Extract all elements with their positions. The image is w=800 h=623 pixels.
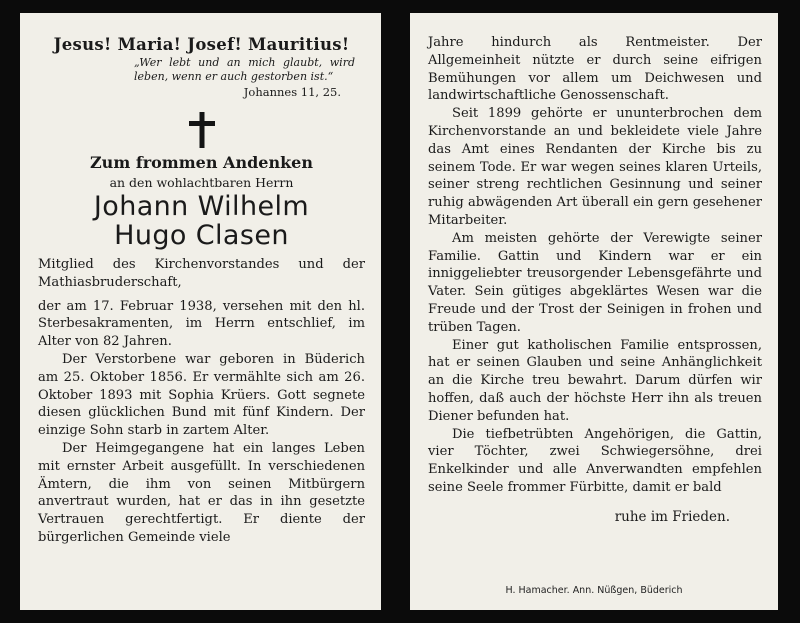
motto: Jesus! Maria! Josef! Mauritius! [53,35,350,54]
rentmeister-paragraph: Jahre hindurch als Rentmeister. Der Allgemeinheit nützte er durch seine eifrigen Bemühungen vor allem um Deichwesen und landwirtschaftliche Genossenschaft. [428,35,762,104]
membership-paragraph: Mitglied des Kirchenvorstandes und der Mathiasbruderschaft, [38,257,365,290]
left-card [20,13,381,610]
deceased-name-line2: Hugo Clasen [114,220,289,251]
death-paragraph: der am 17. Februar 1938, versehen mit den hl. Sterbesakramenten, im Herrn entschlief, im Alter von 82 Jahren. [38,298,365,350]
deceased-name-line1: Johann Wilhelm [93,191,310,222]
memory-title: Zum frommen Andenken [90,153,313,172]
birth-marriage-paragraph: Der Verstorbene war geboren in Büderich am 25. Oktober 1856. Er vermählte sich am 26. Oktober 1893 mit Sophia Krüers. Gott segnete diesen glücklichen Bund mit fünf Kindern. Der einzige Sohn starb in zartem Alter. [38,351,365,439]
family-paragraph: Am meisten gehörte der Verewigte seiner Familie. Gattin und Kindern war er ein inniggeliebter treusorgender Lebensgefährte und Vater. Sein gütiges abgeklärtes Wesen war die Freude und der Trost der Seinigen in frohen und trüben Tagen. [428,230,762,335]
printer-imprint: H. Hamacher. Ann. Nüßgen, Büderich [505,585,683,596]
life-work-paragraph: Der Heimgegangene hat ein langes Leben mit ernster Arbeit ausgefüllt. In verschiedenen Ämtern, die ihm von seinen Mitbürgern anvertraut wurden, hat er das in ihn gesetzte Vertrauen gerechtfertigt. Er diente der bürgerlichen Gemeinde viele [38,440,365,545]
cross-icon [187,111,217,149]
right-card [410,13,778,610]
quote-reference: Johannes 11, 25. [243,85,341,99]
mourners-paragraph: Die tiefbetrübten Angehörigen, die Gattin, vier Töchter, zwei Schwiegersöhne, drei Enkelkinder und alle Anverwandten empfehlen seine Seele frommer Fürbitte, damit er bald [428,426,762,495]
memory-subtitle: an den wohlachtbaren Herrn [109,175,294,190]
faith-paragraph: Einer gut katholischen Familie entsprossen, hat er seinen Glauben und seine Anhänglichkeit an die Kirche treu bewahrt. Darum dürfen wir hoffen, daß auch der höchste Herr ihn als treuen Diener befunden hat. [428,337,762,424]
closing-line: ruhe im Frieden. [614,508,730,525]
church-board-paragraph: Seit 1899 gehörte er ununterbrochen dem Kirchenvorstande an und bekleidete viele Jahre das Amt eines Rendanten der Kirche bis zu seinem Tode. Er war wegen seines klaren Urteils, seiner streng rechtlichen Gesinnung und seiner ruhig abwägenden Art überall ein gern gesehener Mitarbeiter. [428,106,762,228]
bible-quote: „Wer lebt und an mich glaubt, wird leben, wenn er auch gestorben ist.“ [134,56,355,83]
